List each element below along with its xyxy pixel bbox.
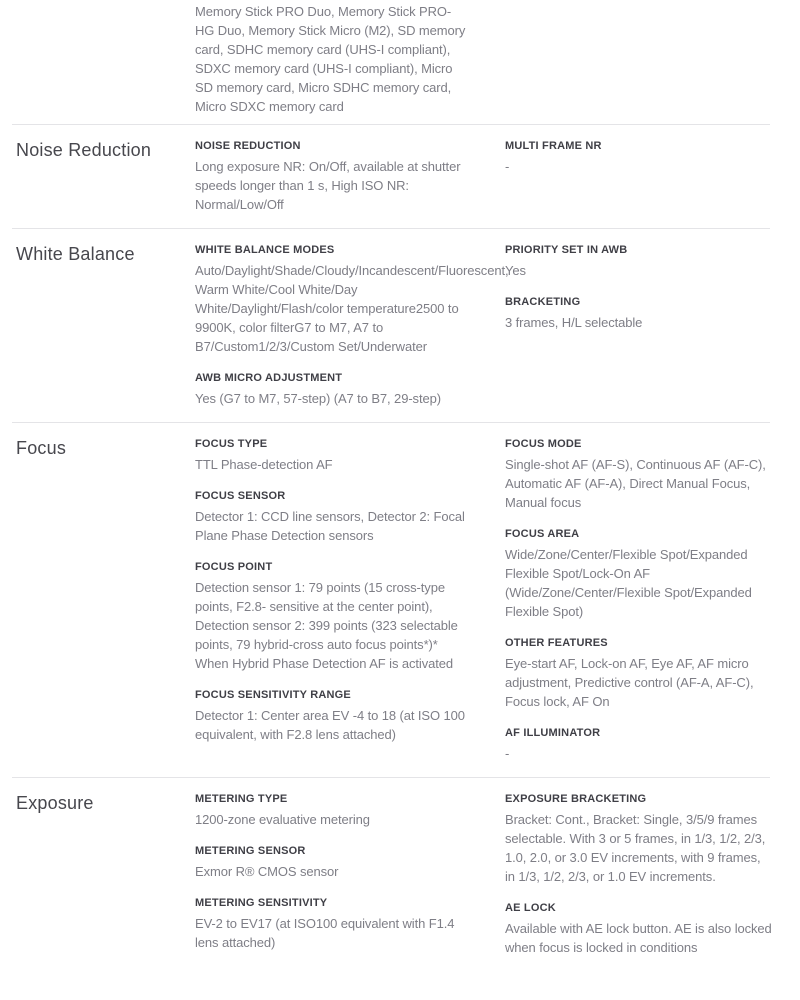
spec-label: FOCUS SENSITIVITY RANGE <box>195 689 351 701</box>
spec-entry <box>195 2 467 116</box>
spec-value: 3 frames, H/L selectable <box>505 315 643 330</box>
spec-entry <box>505 900 772 957</box>
spec-entry <box>505 138 772 176</box>
section-title: Exposure <box>16 793 94 813</box>
spec-entry <box>195 791 467 829</box>
spec-label: AWB MICRO ADJUSTMENT <box>195 372 343 384</box>
spec-entry <box>195 242 509 356</box>
spec-sections <box>0 124 800 971</box>
spec-entry <box>505 526 772 621</box>
spec-entry <box>505 294 772 332</box>
left-spacer <box>16 2 195 116</box>
spec-value: TTL Phase-detection AF <box>195 457 333 472</box>
spec-column-right <box>505 436 772 763</box>
spec-section <box>0 422 800 777</box>
spec-entry <box>505 436 772 512</box>
spec-value: Detector 1: CCD line sensors, Detector 2: Focal Plane Phase Detection sensors <box>195 509 465 543</box>
spec-value: Bracket: Cont., Bracket: Single, 3/5/9 frames selectable. With 3 or 5 frames, in 1/3, 1/2, 2/3, 1.0, 2.0, or 3.0 EV increments, with 9 frames, in 1/3, 1/2, 2/3, or 1.0 EV increments. <box>505 812 766 884</box>
section-title: Noise Reduction <box>16 140 152 160</box>
continuation-row <box>0 0 800 124</box>
spec-entry <box>195 138 467 214</box>
spec-value: Detection sensor 1: 79 points (15 cross-type points, F2.8- sensitive at the center point), Detection sensor 2: 399 points (323 selectable points, 79 hybrid-cross auto focus points*)* When Hybrid Phase Detection AF is activated <box>195 580 458 671</box>
spec-label: FOCUS AREA <box>505 528 580 540</box>
section-title: White Balance <box>16 244 135 264</box>
spec-value: Single-shot AF (AF-S), Continuous AF (AF-C), Automatic AF (AF-A), Direct Manual Focus, Manual focus <box>505 457 766 510</box>
spec-column-left <box>195 791 505 957</box>
spec-value: Detector 1: Center area EV -4 to 18 (at ISO 100 equivalent, with F2.8 lens attached) <box>195 708 465 742</box>
spec-label: METERING SENSOR <box>195 845 306 857</box>
spec-label: FOCUS MODE <box>505 438 582 450</box>
spec-value: 1200-zone evaluative metering <box>195 812 370 827</box>
spec-entry <box>195 488 467 545</box>
spec-section <box>0 777 800 971</box>
spec-column-right <box>505 242 772 408</box>
spec-label: MULTI FRAME NR <box>505 140 602 152</box>
section-title: Focus <box>16 438 67 458</box>
spec-value: Yes <box>505 263 526 278</box>
spec-value: - <box>505 159 510 174</box>
spec-section <box>0 124 800 228</box>
spec-label: FOCUS SENSOR <box>195 490 286 502</box>
spec-label: WHITE BALANCE MODES <box>195 244 335 256</box>
spec-value: Available with AE lock button. AE is also locked when focus is locked in conditions <box>505 921 772 955</box>
spec-column-right <box>505 138 772 214</box>
spec-label: EXPOSURE BRACKETING <box>505 793 647 805</box>
spec-column-left <box>195 242 509 408</box>
spec-entry <box>195 687 467 744</box>
spec-value: - <box>505 746 510 761</box>
spec-value: Memory Stick PRO Duo, Memory Stick PRO-HG Duo, Memory Stick Micro (M2), SD memory card, SDHC memory card (UHS-I compliant), SDXC memory card (UHS-I compliant), Micro SD memory card, Micro SDHC memory card, Micro SDXC memory card <box>195 4 466 114</box>
spec-column-left <box>195 436 505 763</box>
spec-column-right <box>505 2 772 116</box>
spec-entry <box>195 436 467 474</box>
spec-value: Auto/Daylight/Shade/Cloudy/Incandescent/Fluorescent, Warm White/Cool White/Day White/Daylight/Flash/color temperature2500 to 9900K, color filterG7 to M7, A7 to B7/Custom1/2/3/Custom Set/Underwater <box>195 263 509 354</box>
spec-label: METERING SENSITIVITY <box>195 897 328 909</box>
spec-label: PRIORITY SET IN AWB <box>505 244 628 256</box>
spec-entry <box>195 895 467 952</box>
spec-label: BRACKETING <box>505 296 581 308</box>
spec-value: Exmor R® CMOS sensor <box>195 864 339 879</box>
spec-entry <box>505 242 772 280</box>
spec-label: OTHER FEATURES <box>505 637 608 649</box>
spec-label: METERING TYPE <box>195 793 288 805</box>
spec-label: FOCUS POINT <box>195 561 273 573</box>
spec-label: AE LOCK <box>505 902 556 914</box>
spec-value: Wide/Zone/Center/Flexible Spot/Expanded Flexible Spot/Lock-On AF (Wide/Zone/Center/Flexible Spot/Expanded Flexible Spot) <box>505 547 752 619</box>
spec-column-right <box>505 791 772 957</box>
spec-entry <box>505 635 772 711</box>
spec-entry <box>195 370 467 408</box>
spec-section <box>0 228 800 422</box>
spec-entry <box>195 559 467 673</box>
spec-entry <box>505 725 772 763</box>
spec-value: Long exposure NR: On/Off, available at shutter speeds longer than 1 s, High ISO NR: Normal/Low/Off <box>195 159 461 212</box>
spec-value: Eye-start AF, Lock-on AF, Eye AF, AF micro adjustment, Predictive control (AF-A, AF-C), Focus lock, AF On <box>505 656 754 709</box>
spec-label: FOCUS TYPE <box>195 438 268 450</box>
spec-value: Yes (G7 to M7, 57-step) (A7 to B7, 29-step) <box>195 391 441 406</box>
spec-entry <box>505 791 772 886</box>
spec-label: AF ILLUMINATOR <box>505 727 601 739</box>
spec-label: NOISE REDUCTION <box>195 140 301 152</box>
spec-entry <box>195 843 467 881</box>
spec-column-left <box>195 2 505 116</box>
spec-column-left <box>195 138 505 214</box>
spec-value: EV-2 to EV17 (at ISO100 equivalent with F1.4 lens attached) <box>195 916 455 950</box>
